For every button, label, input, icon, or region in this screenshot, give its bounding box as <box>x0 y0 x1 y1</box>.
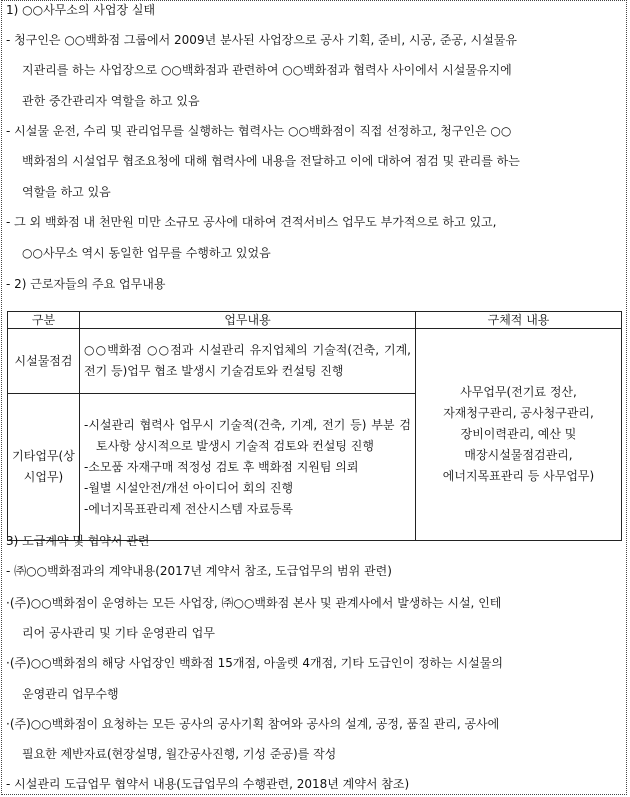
content-item: -소모품 자재구매 적정성 검토 후 백화점 지원팀 의뢰 <box>84 459 359 474</box>
work-duties-table <box>7 311 622 541</box>
content-item: -월별 시설안전/개선 아이디어 회의 진행 <box>84 480 294 495</box>
contract-intro: - ㈜○○백화점과의 계약내용(2017년 계약서 참조, 도급업무의 범위 관련) <box>6 564 392 578</box>
contract-item-line: 리어 공사관리 및 기타 운영관리 업무 <box>22 626 215 640</box>
paragraph-line: 관한 중간관리자 역할을 하고 있음 <box>22 94 200 108</box>
table-header-cell: 업무내용 <box>80 312 416 329</box>
contract-item-line: ·(주)○○백화점의 해당 사업장인 백화점 15개점, 아울렛 4개점, 기타 도급인이 정하는 시설물의 <box>6 656 503 670</box>
table-row <box>8 329 622 394</box>
section-heading-3: 3) 도급계약 및 협약서 관련 <box>6 534 150 548</box>
detail-line: 장비이력관리, 예산 및 <box>460 427 577 441</box>
detail-line: 에너지목표관리 등 사무업무) <box>442 469 595 483</box>
contract-item-line: ·(주)○○백화점이 운영하는 모든 사업장, ㈜○○백화점 본사 및 관계사에서 발생하는 시설, 인테 <box>6 596 502 610</box>
detail-line: 사무업무(전기료 정산, <box>460 385 577 399</box>
paragraph-line: - 청구인은 ○○백화점 그룹에서 2009년 분사된 사업장으로 공사 기획, 준비, 시공, 준공, 시설물유 <box>6 33 517 47</box>
last-line: - 시설관리 도급업무 협약서 내용(도급업무의 수행관련, 2018년 계약서 참조) <box>6 777 410 791</box>
paragraph-line: 지관리를 하는 사업장으로 ○○백화점과 관련하여 ○○백화점과 협력사 사이에서 시설물유지에 <box>22 63 512 77</box>
contract-item-line: ·(주)○○백화점이 요청하는 모든 공사의 공사기획 참여와 공사의 설계, 공정, 품질 관리, 공사에 <box>6 717 500 731</box>
table-cell-content: ○○백화점 ○○점과 시설관리 유지업체의 기술적(건축, 기계, 전기 등)업무 협조 발생시 기술검토와 컨설팅 진행 <box>80 329 416 394</box>
table-cell-category: 시설물점검 <box>8 329 80 394</box>
paragraph-line: 백화점의 시설업무 협조요청에 대해 협력사에 내용을 전달하고 이에 대하여 점검 및 관리를 하는 <box>22 154 520 168</box>
table-cell-content <box>80 394 416 541</box>
paragraph-line: - 그 외 백화점 내 천만원 미만 소규모 공사에 대하여 견적서비스 업무도 부가적으로 하고 있고, <box>6 215 497 229</box>
paragraph-line: - 시설물 운전, 수리 및 관리업무를 실행하는 협력사는 ○○백화점이 직접 선정하고, 청구인은 ○○ <box>6 124 512 138</box>
detail-line: 매장시설물점검관리, <box>464 448 573 462</box>
table-cell-category: 기타업무(상시업무) <box>8 394 80 541</box>
contract-item-line: 운영관리 업무수행 <box>22 687 119 701</box>
paragraph-line: ○○사무소 역시 동일한 업무를 수행하고 있었음 <box>22 246 271 260</box>
table-cell-detail <box>416 329 622 541</box>
table-header-cell: 구체적 내용 <box>416 312 622 329</box>
detail-line: 자재청구관리, 공사청구관리, <box>443 406 594 420</box>
content-item: -시설관리 협력사 업무시 기술적(건축, 기계, 전기 등) 부분 검토사항 상시적으로 발생시 기술적 검토와 컨설팅 진행 <box>84 417 411 453</box>
contract-item-line: 필요한 제반자료(현장설명, 월간공사진행, 기성 준공)를 작성 <box>22 747 337 761</box>
table-header-cell: 구분 <box>8 312 80 329</box>
section-heading-1: 1) ○○사무소의 사업장 실태 <box>6 3 156 17</box>
paragraph-line: 역할을 하고 있음 <box>22 185 111 199</box>
table-header-row <box>8 312 622 329</box>
section-heading-2: - 2) 근로자들의 주요 업무내용 <box>6 277 166 291</box>
content-item: -에너지목표관리제 전산시스템 자료등록 <box>84 501 294 516</box>
